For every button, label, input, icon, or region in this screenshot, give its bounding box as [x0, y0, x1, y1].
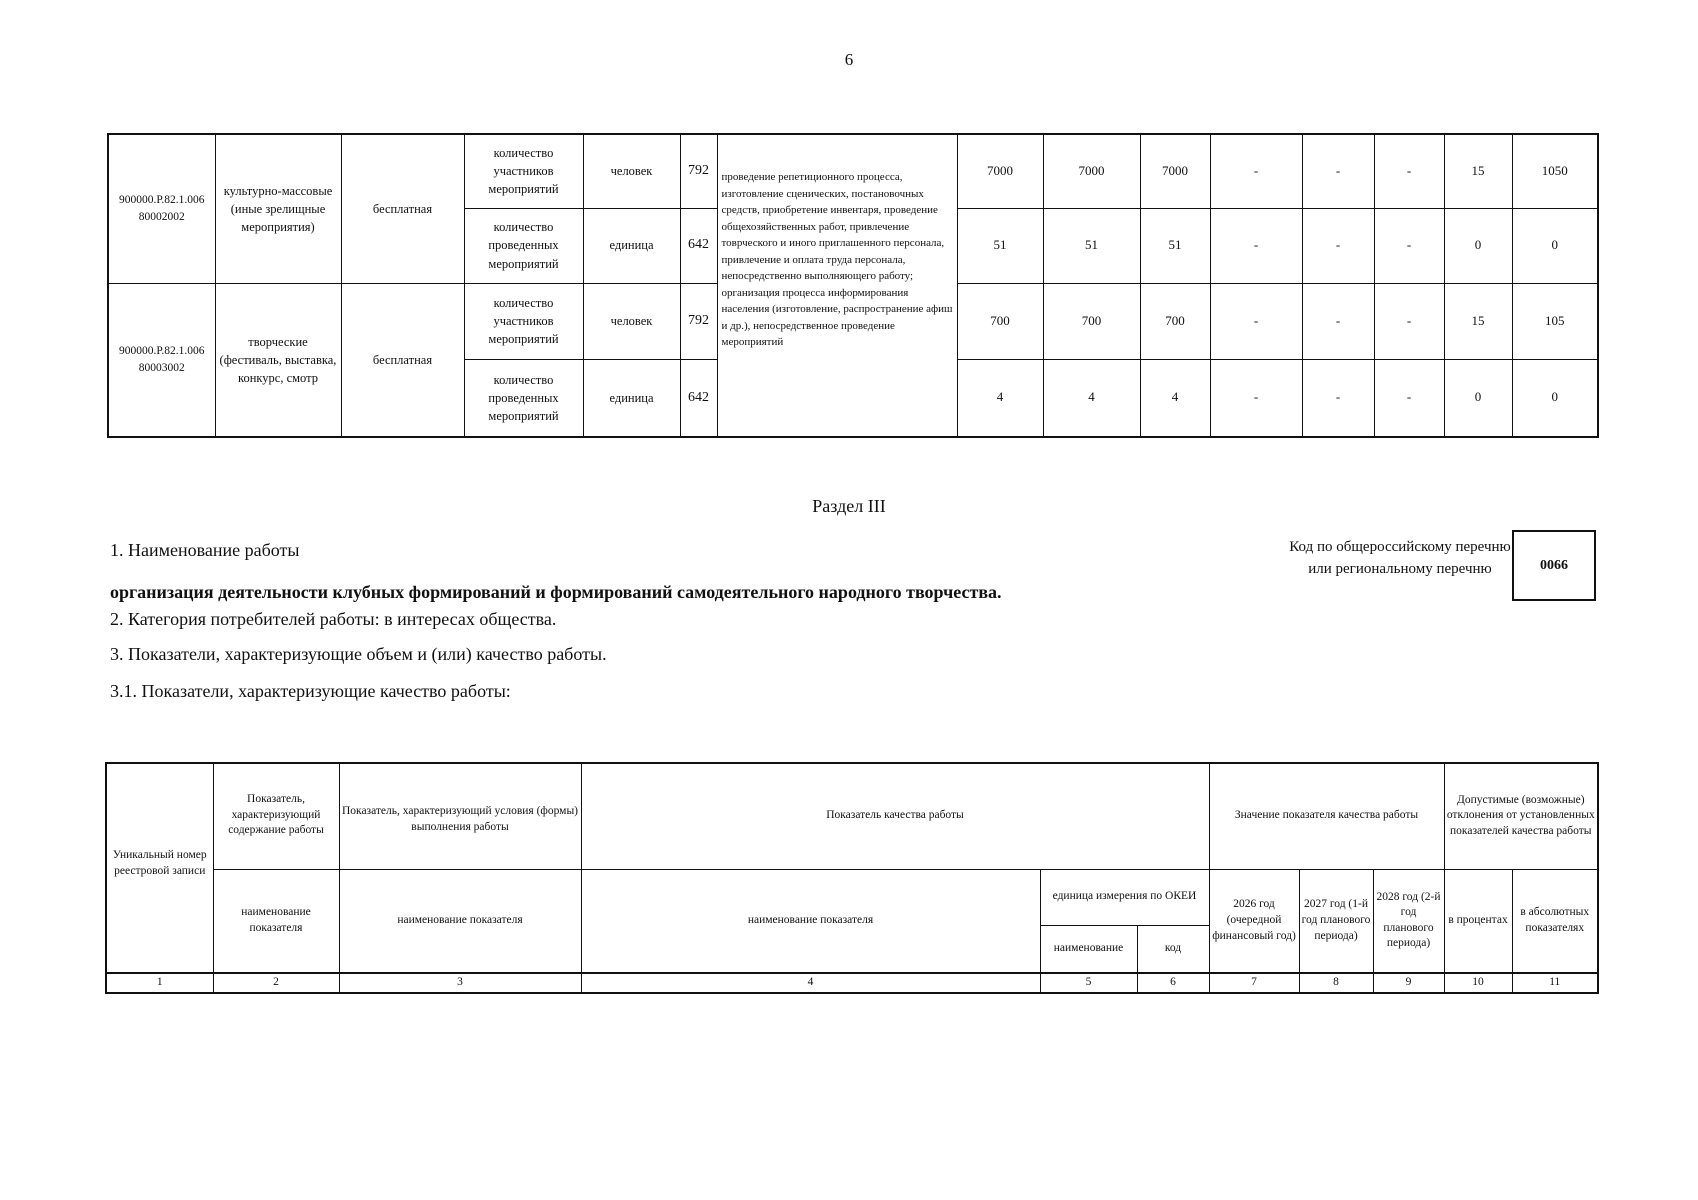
okei-code: 642	[680, 359, 717, 437]
header-quality-name: наименование показателя	[581, 869, 1040, 973]
column-index: 4	[581, 973, 1040, 993]
payment-2026: -	[1210, 134, 1302, 208]
column-index: 1	[106, 973, 213, 993]
value-2027: 7000	[1043, 134, 1140, 208]
indicator-name: количество проведенных мероприятий	[464, 359, 583, 437]
header-content: Показатель, характеризующий содержание работы	[213, 763, 339, 869]
work-description: проведение репетиционного процесса, изготовление сценических, постановочных средств, приобретение инвентаря, проведение общехозяйственных работ, привлечение товрческого и иного приглашенного персонала, привлечение и оплата труда персонала, непосредственно выполняющего работу; организация процесса информирования населения (изготовление, распространение афиш и др.), непосредственное проведение мероприятий	[717, 134, 957, 437]
registry-code-box	[1512, 530, 1596, 601]
deviation-absolute: 1050	[1512, 134, 1598, 208]
value-2026: 51	[957, 208, 1043, 283]
header-year-2026: 2026 год (очередной финансовый год)	[1209, 869, 1299, 973]
value-2026: 7000	[957, 134, 1043, 208]
indicator-name: количество проведенных мероприятий	[464, 208, 583, 283]
indicator-name: количество участников мероприятий	[464, 283, 583, 359]
value-2028: 700	[1140, 283, 1210, 359]
table-row	[108, 134, 1598, 208]
deviation-percent: 15	[1444, 134, 1512, 208]
payment-2028: -	[1374, 208, 1444, 283]
table-header-row	[106, 869, 1598, 925]
header-deviation: Допустимые (возможные) отклонения от установленных показателей качества работы	[1444, 763, 1598, 869]
unit-name: человек	[583, 134, 680, 208]
header-quality: Показатель качества работы	[581, 763, 1209, 869]
deviation-percent: 15	[1444, 283, 1512, 359]
column-index: 8	[1299, 973, 1373, 993]
payment-2026: -	[1210, 208, 1302, 283]
registry-code-value: 0066	[1540, 557, 1568, 573]
work-name: организация деятельности клубных формирований и формирований самодеятельного народного творчества.	[110, 582, 1002, 602]
payment-2028: -	[1374, 134, 1444, 208]
top-table	[107, 133, 1599, 438]
payment-2027: -	[1302, 208, 1374, 283]
deviation-percent: 0	[1444, 359, 1512, 437]
column-index: 2	[213, 973, 339, 993]
value-2028: 7000	[1140, 134, 1210, 208]
indicators-heading: 3. Показатели, характеризующие объем и (или) качество работы.	[110, 644, 607, 664]
section-title: Раздел III	[812, 496, 886, 516]
okei-code: 792	[680, 134, 717, 208]
header-absolute: в абсолютных показателях	[1512, 869, 1598, 973]
unit-name: единица	[583, 359, 680, 437]
header-content-name: наименование показателя	[213, 869, 339, 973]
value-2028: 4	[1140, 359, 1210, 437]
header-percent: в процентах	[1444, 869, 1512, 973]
header-unit-name: наименование	[1040, 925, 1137, 973]
payment-2027: -	[1302, 134, 1374, 208]
deviation-absolute: 0	[1512, 359, 1598, 437]
payment-2027: -	[1302, 359, 1374, 437]
column-index: 5	[1040, 973, 1137, 993]
column-index: 3	[339, 973, 581, 993]
header-year-2027: 2027 год (1-й год планового периода)	[1299, 869, 1373, 973]
value-2027: 700	[1043, 283, 1140, 359]
indicator-name: количество участников мероприятий	[464, 134, 583, 208]
deviation-absolute: 105	[1512, 283, 1598, 359]
payment-2026: -	[1210, 283, 1302, 359]
header-year-2028: 2028 год (2-й год планового периода)	[1373, 869, 1444, 973]
value-2026: 4	[957, 359, 1043, 437]
header-value: Значение показателя качества работы	[1209, 763, 1444, 869]
deviation-absolute: 0	[1512, 208, 1598, 283]
quality-indicators-heading: 3.1. Показатели, характеризующие качество работы:	[110, 681, 511, 701]
payment-2028: -	[1374, 283, 1444, 359]
okei-code: 792	[680, 283, 717, 359]
registry-number: 900000.Р.82.1.006 80003002	[108, 283, 215, 437]
column-index: 10	[1444, 973, 1512, 993]
value-2027: 51	[1043, 208, 1140, 283]
header-condition-name: наименование показателя	[339, 869, 581, 973]
column-index: 7	[1209, 973, 1299, 993]
payment-2028: -	[1374, 359, 1444, 437]
value-2026: 700	[957, 283, 1043, 359]
okei-code: 642	[680, 208, 717, 283]
column-index-row	[106, 973, 1598, 993]
registry-number: 900000.Р.82.1.006 80002002	[108, 134, 215, 283]
quality-table	[105, 762, 1599, 994]
deviation-percent: 0	[1444, 208, 1512, 283]
payment-2027: -	[1302, 283, 1374, 359]
condition-indicator: бесплатная	[341, 134, 464, 283]
condition-indicator: бесплатная	[341, 283, 464, 437]
consumer-category: 2. Категория потребителей работы: в интересах общества.	[110, 609, 557, 629]
column-index: 6	[1137, 973, 1209, 993]
work-name-label: 1. Наименование работы	[110, 540, 300, 560]
content-indicator: творческие (фестиваль, выставка, конкурс, смотр	[215, 283, 341, 437]
column-index: 11	[1512, 973, 1598, 993]
payment-2026: -	[1210, 359, 1302, 437]
header-unit: единица измерения по ОКЕИ	[1040, 869, 1209, 925]
value-2027: 4	[1043, 359, 1140, 437]
unit-name: единица	[583, 208, 680, 283]
header-condition: Показатель, характеризующий условия (формы) выполнения работы	[339, 763, 581, 869]
column-index: 9	[1373, 973, 1444, 993]
page-number: 6	[844, 50, 854, 69]
value-2028: 51	[1140, 208, 1210, 283]
content-indicator: культурно-массовые (иные зрелищные мероприятия)	[215, 134, 341, 283]
header-registry: Уникальный номер реестровой записи	[106, 763, 213, 973]
unit-name: человек	[583, 283, 680, 359]
header-unit-code: код	[1137, 925, 1209, 973]
registry-code-label: Код по общероссийскому перечню или региональному перечню	[1289, 539, 1511, 577]
table-header-row	[106, 763, 1598, 869]
